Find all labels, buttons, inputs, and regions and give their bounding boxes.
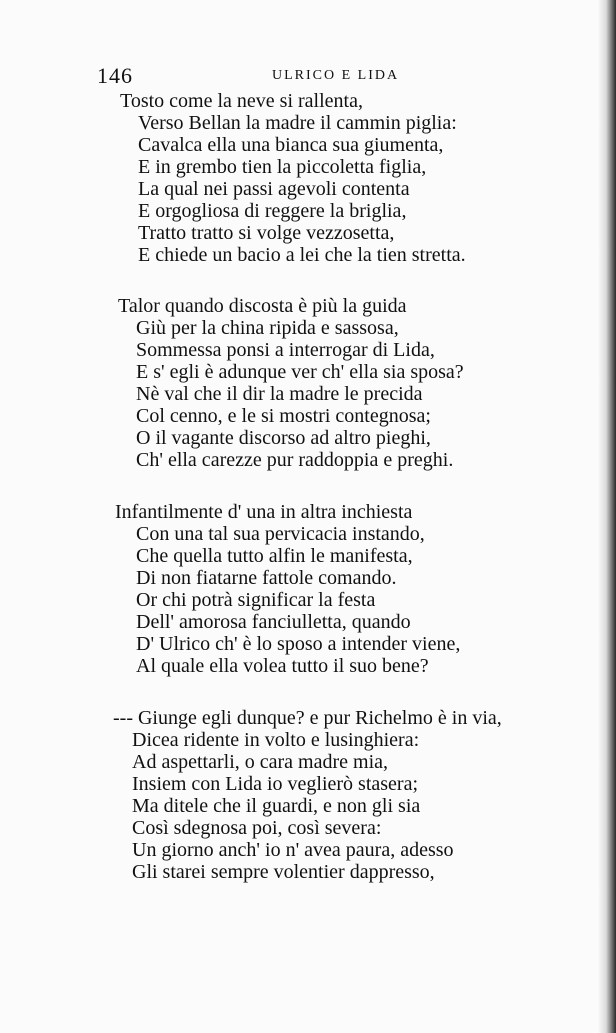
verse-line: E orgogliosa di reggere la briglia, bbox=[138, 200, 407, 222]
verse-line: Tosto come la neve si rallenta, bbox=[120, 90, 363, 112]
verse-line: Ad aspettarli, o cara madre mia, bbox=[132, 751, 388, 773]
verse-line: Con una tal sua pervicacia instando, bbox=[136, 523, 425, 545]
verse-line: Insiem con Lida io veglierò stasera; bbox=[132, 773, 419, 795]
verse-line: E in grembo tien la piccoletta figlia, bbox=[138, 156, 427, 178]
verse-line: Ch' ella carezze pur raddoppia e preghi. bbox=[136, 449, 454, 471]
verse-line: Col cenno, e le si mostri contegnosa; bbox=[136, 405, 431, 427]
verse-line: Talor quando discosta è più la guida bbox=[118, 295, 407, 317]
verse-line: La qual nei passi agevoli contenta bbox=[138, 178, 410, 200]
verse-line: Così sdegnosa poi, così severa: bbox=[132, 817, 382, 839]
page-number: 146 bbox=[97, 63, 133, 88]
verse-line: Sommessa ponsi a interrogar di Lida, bbox=[136, 339, 435, 361]
verse-line: Nè val che il dir la madre le precida bbox=[136, 383, 423, 405]
verse-line: Che quella tutto alfin le manifesta, bbox=[136, 545, 413, 567]
verse-line: Giù per la china ripida e sassosa, bbox=[136, 317, 399, 339]
verse-line: E s' egli è adunque ver ch' ella sia sposa? bbox=[136, 361, 464, 383]
verse-line: Verso Bellan la madre il cammin piglia: bbox=[138, 112, 457, 134]
page-header bbox=[97, 63, 517, 93]
verse-line: Tratto tratto si volge vezzosetta, bbox=[138, 222, 395, 244]
verse-line: O il vagante discorso ad altro pieghi, bbox=[136, 427, 431, 449]
verse-line: Gli starei sempre volentier dappresso, bbox=[132, 861, 435, 883]
verse-line: Or chi potrà significar la festa bbox=[136, 589, 376, 611]
verse-line: --- Giunge egli dunque? e pur Richelmo è in via, bbox=[113, 707, 502, 729]
verse-line: Un giorno anch' io n' avea paura, adesso bbox=[132, 839, 454, 861]
verse-line: Di non fiatarne fattole comando. bbox=[136, 567, 397, 589]
running-title: ULRICO E LIDA bbox=[272, 68, 400, 83]
page-edge-shadow bbox=[598, 0, 616, 1033]
verse-line: Dell' amorosa fanciulletta, quando bbox=[136, 611, 411, 633]
verse-line: E chiede un bacio a lei che la tien stretta. bbox=[138, 244, 466, 266]
verse-line: Al quale ella volea tutto il suo bene? bbox=[136, 655, 429, 677]
verse-line: Cavalca ella una bianca sua giumenta, bbox=[138, 134, 444, 156]
verse-line: D' Ulrico ch' è lo sposo a intender viene, bbox=[136, 633, 461, 655]
verse-line: Infantilmente d' una in altra inchiesta bbox=[115, 501, 413, 523]
verse-line: Dicea ridente in volto e lusinghiera: bbox=[132, 729, 420, 751]
verse-line: Ma ditele che il guardi, e non gli sia bbox=[132, 795, 421, 817]
